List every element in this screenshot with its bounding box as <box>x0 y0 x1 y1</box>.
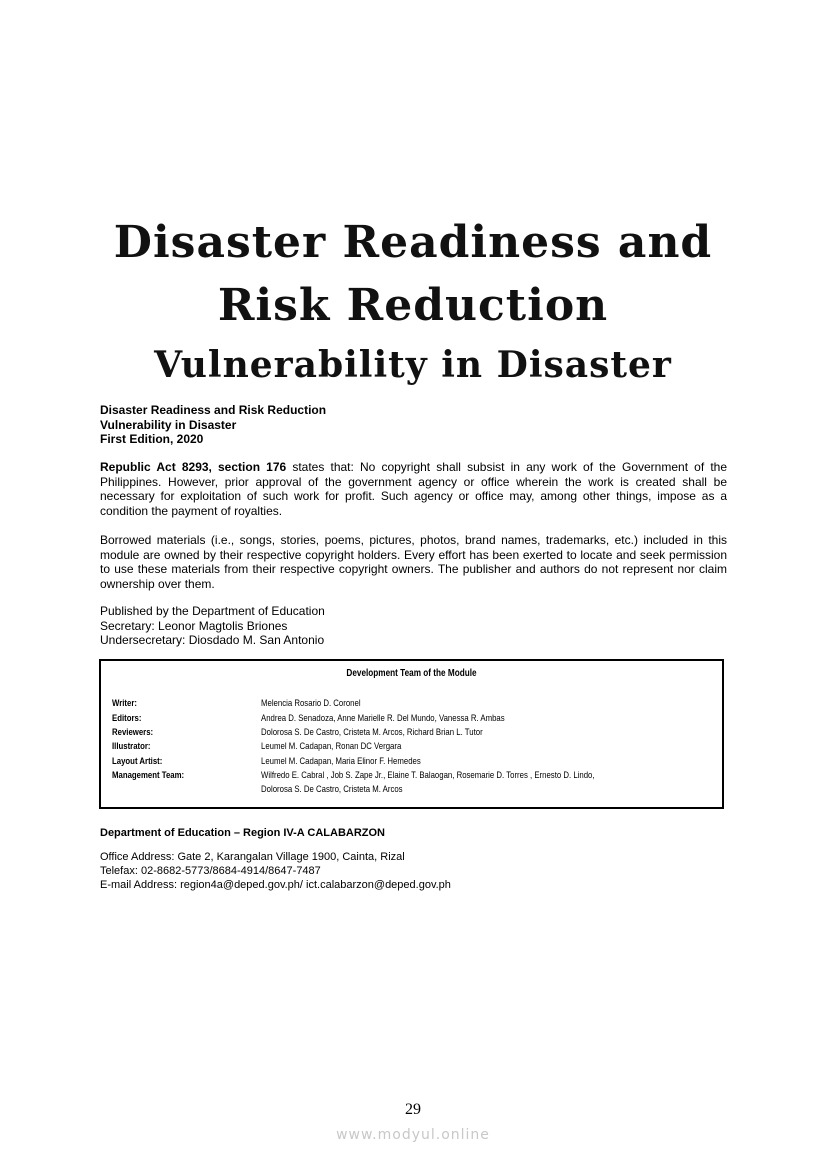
subtitle: Vulnerability in Disaster <box>154 344 672 386</box>
team-names: Andrea D. Senadoza, Anne Marielle R. Del Mundo, Vanessa R. Ambas <box>261 713 505 724</box>
secretary: Secretary: Leonor Magtolis Briones <box>100 618 288 633</box>
title-line-1: Disaster Readiness and <box>113 217 713 268</box>
team-role: Illustrator: <box>112 741 151 752</box>
development-team-heading: Development Team of the Module <box>346 668 477 679</box>
published-by: Published by the Department of Education <box>100 604 325 618</box>
publisher-info <box>100 604 727 648</box>
telefax: Telefax: 02-8682-5773/8684-4914/8647-7487 <box>100 865 321 877</box>
module-topic: Vulnerability in Disaster <box>100 417 237 432</box>
email-address: E-mail Address: region4a@deped.gov.ph/ ict.calabarzon@deped.gov.ph <box>100 879 451 891</box>
development-team-box <box>99 659 724 809</box>
undersecretary: Undersecretary: Diosdado M. San Antonio <box>100 633 325 647</box>
team-names: Dolorosa S. De Castro, Cristeta M. Arcos <box>261 784 403 795</box>
page-number: 29 <box>405 1101 421 1118</box>
team-role: Writer: <box>112 698 137 709</box>
copyright-act: Republic Act 8293, section 176 <box>100 460 287 474</box>
region-contact <box>100 850 727 892</box>
team-names: Melencia Rosario D. Coronel <box>261 698 361 709</box>
team-names: Dolorosa S. De Castro, Cristeta M. Arcos, Richard Brian L. Tutor <box>261 727 483 738</box>
team-role: Layout Artist: <box>112 756 163 767</box>
copyright-notice <box>100 460 727 518</box>
team-names: Leumel M. Cadapan, Ronan DC Vergara <box>261 741 402 752</box>
team-role: Reviewers: <box>112 727 154 738</box>
module-info <box>100 403 727 447</box>
copyright-act-text: states that: No copyright shall subsist in any work of the Government of the Philippines. However, prior approval of the government agency or office wherein the work is created shall be necessary for exploitation of such work for profit. Such agency or office may, among other things, impose as a condition the payment of royalties. <box>100 460 727 518</box>
module-edition: First Edition, 2020 <box>100 432 204 446</box>
module-subject: Disaster Readiness and Risk Reduction <box>100 403 327 417</box>
team-role: Management Team: <box>112 770 185 781</box>
team-names: Leumel M. Cadapan, Maria Elinor F. Hemedes <box>261 756 421 767</box>
team-names: Wilfredo E. Cabral , Job S. Zape Jr., Elaine T. Balaogan, Rosemarie D. Torres , Ernesto D. Lindo, <box>261 770 595 781</box>
borrowed-materials-notice: Borrowed materials (i.e., songs, stories, poems, pictures, photos, brand names, trademarks, etc.) included in this module are owned by their respective copyright holders. Every effort has been exerted to locate and seek permission to use these materials from their respective copyright owners. The publisher and authors do not represent nor claim ownership over them. <box>100 533 727 591</box>
team-role: Editors: <box>112 713 142 724</box>
region-name: Department of Education – Region IV-A CALABARZON <box>100 827 385 839</box>
office-address: Office Address: Gate 2, Karangalan Village 1900, Cainta, Rizal <box>100 851 405 863</box>
watermark: www.modyul.online <box>336 1127 490 1143</box>
title-line-2: Risk Reduction <box>217 280 609 331</box>
